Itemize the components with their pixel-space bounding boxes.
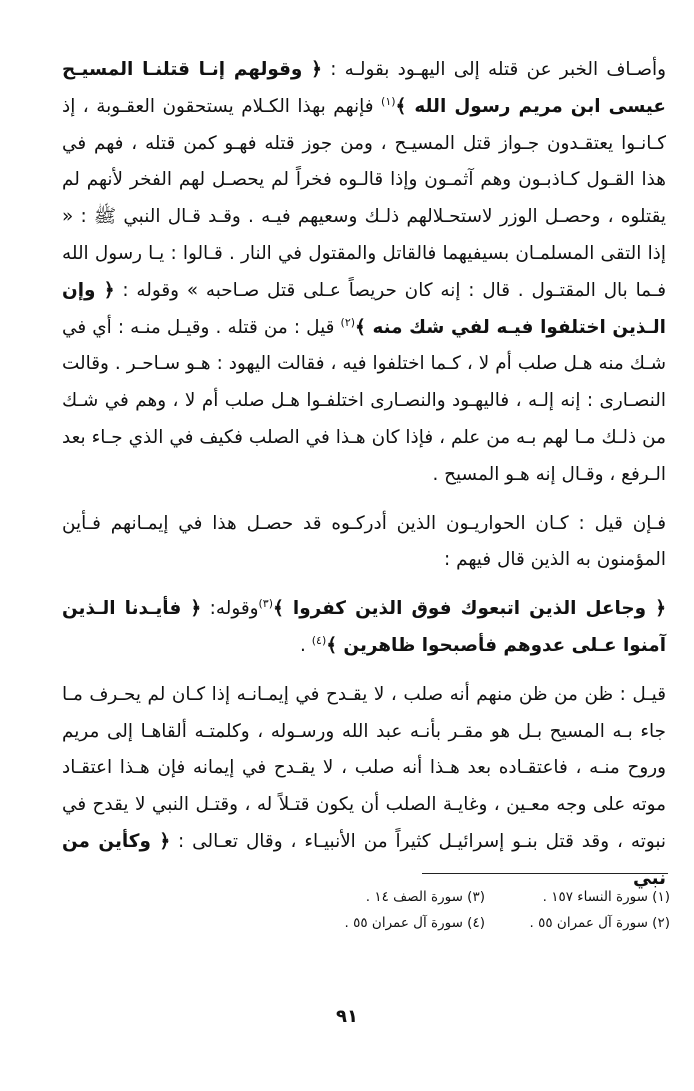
text-run: فإنهم بهذا الكـلام يستحقون العقـوبة ، إذ كـانـوا يعتقـدون جـواز قتل المسيـح ، ومن جوز قتله فهـو كمن قتله ، فهم في هذا القـول كـاذبـون وهم آثمـون وإذا قالـوه فخراً لم يحصـل لهم الفخر لأنهم لم يقتلوه ، وحصـل الوزر لاستحـلالهم ذلـك وسعيهم فيـه . وقـد قـال النبي ﷺ : « إذا التقى المسلمـان بسيفيهما فالقاتل والمقتول في النار . قـالوا : يـا رسول الله فـما بال المقتـول . قال : إنه كان حريصاً عـلى قتل صـاحبه » وقوله : xyxy=(62,95,666,301)
footnote-ref: (٤) xyxy=(311,633,327,647)
text-run: . xyxy=(300,634,312,656)
footnote-row xyxy=(300,884,670,910)
footnote-separator xyxy=(422,873,668,874)
footnote: (٣) سورة الصف ١٤ . xyxy=(365,889,485,905)
text-run: وأصـاف الخبر عن قتله إلى اليهـود بقولـه : xyxy=(321,59,666,80)
paragraph xyxy=(62,591,666,665)
footnote: (١) سورة النساء ١٥٧ . xyxy=(542,889,670,905)
footnote: (٤) سورة آل عمران ٥٥ . xyxy=(344,915,485,931)
quran-quote: ﴿ وجاعل الذين اتبعوك فوق الذين كفروا ﴾ xyxy=(273,598,666,620)
quran-quote: ﴿ وقولهم إنـا قتلنـا المسيـح عيسى ابن مريم رسول الله ﴾ xyxy=(62,59,666,117)
footnote: (٢) سورة آل عمران ٥٥ . xyxy=(529,915,670,931)
footnote-ref: (٢) xyxy=(340,315,356,329)
footnote-row xyxy=(300,910,670,936)
paragraph xyxy=(62,506,666,580)
quran-quote: ﴿ فأيـدنا الـذين آمنوا عـلى عدوهم فأصبحوا ظاهرين ﴾ xyxy=(62,598,666,656)
footnote-ref: (٣) xyxy=(258,597,274,611)
footnotes xyxy=(300,884,670,936)
text-run: فـإن قيل : كـان الحواريـون الذين أدركـوه قد حصـل هذا في إيمـانهم فـأين المؤمنون به الذين قال فيهم : xyxy=(62,512,666,571)
text-run: قيـل : ظن من ظن منهم أنه صلب ، لا يقـدح في إيمـانـه إذا كـان لم يحـرف مـا جاء بـه المسيح بـل هو مقـر بأنـه عبد الله ورسـوله ، وكلمتـه ألقاهـا إلى مريم وروح منـه ، فاعتقـاده بعد هـذا أنه صلب ، لا يقـدح في إيمانه فإن هـذا اعتقـاد موته على وجه معـين ، وغايـة الصلب أن يكون قتـلاً له ، وقتـل النبي لا يقدح في نبوته ، وقد قتل بنـو إسرائيـل كثيراً من الأنبيـاء ، وقال تعـالى : xyxy=(62,683,666,852)
paragraph xyxy=(62,677,666,898)
quran-quote: ﴿ وكأين من نبي xyxy=(62,830,666,889)
page-number: ٩١ xyxy=(336,1006,358,1027)
main-text xyxy=(62,52,666,898)
paragraph xyxy=(62,52,666,494)
quran-quote: ﴿ وإن الـذين اختلفوا فيـه لفي شك منه ﴾ xyxy=(62,279,666,338)
footnote-ref: (١) xyxy=(381,94,396,108)
text-run: قيل : من قتله . وقيـل منـه : أي في شـك منه هـل صلب أم لا ، كـما اختلفوا فيه ، فقالت اليهود : هـو سـاحـر . وقالت النصـارى : إنه إلـه ، فاليهـود والنصـارى اختلفـوا هـل صلب أم لا ، وهم في شـك من ذلـك مـا لهم بـه من علم ، فإذا كان هـذا في الصلب فكيف في الذي جـاء بعد الـرفع ، وقـال إنه هـو المسيح . xyxy=(62,316,666,485)
text-run: وقوله: xyxy=(201,598,259,620)
